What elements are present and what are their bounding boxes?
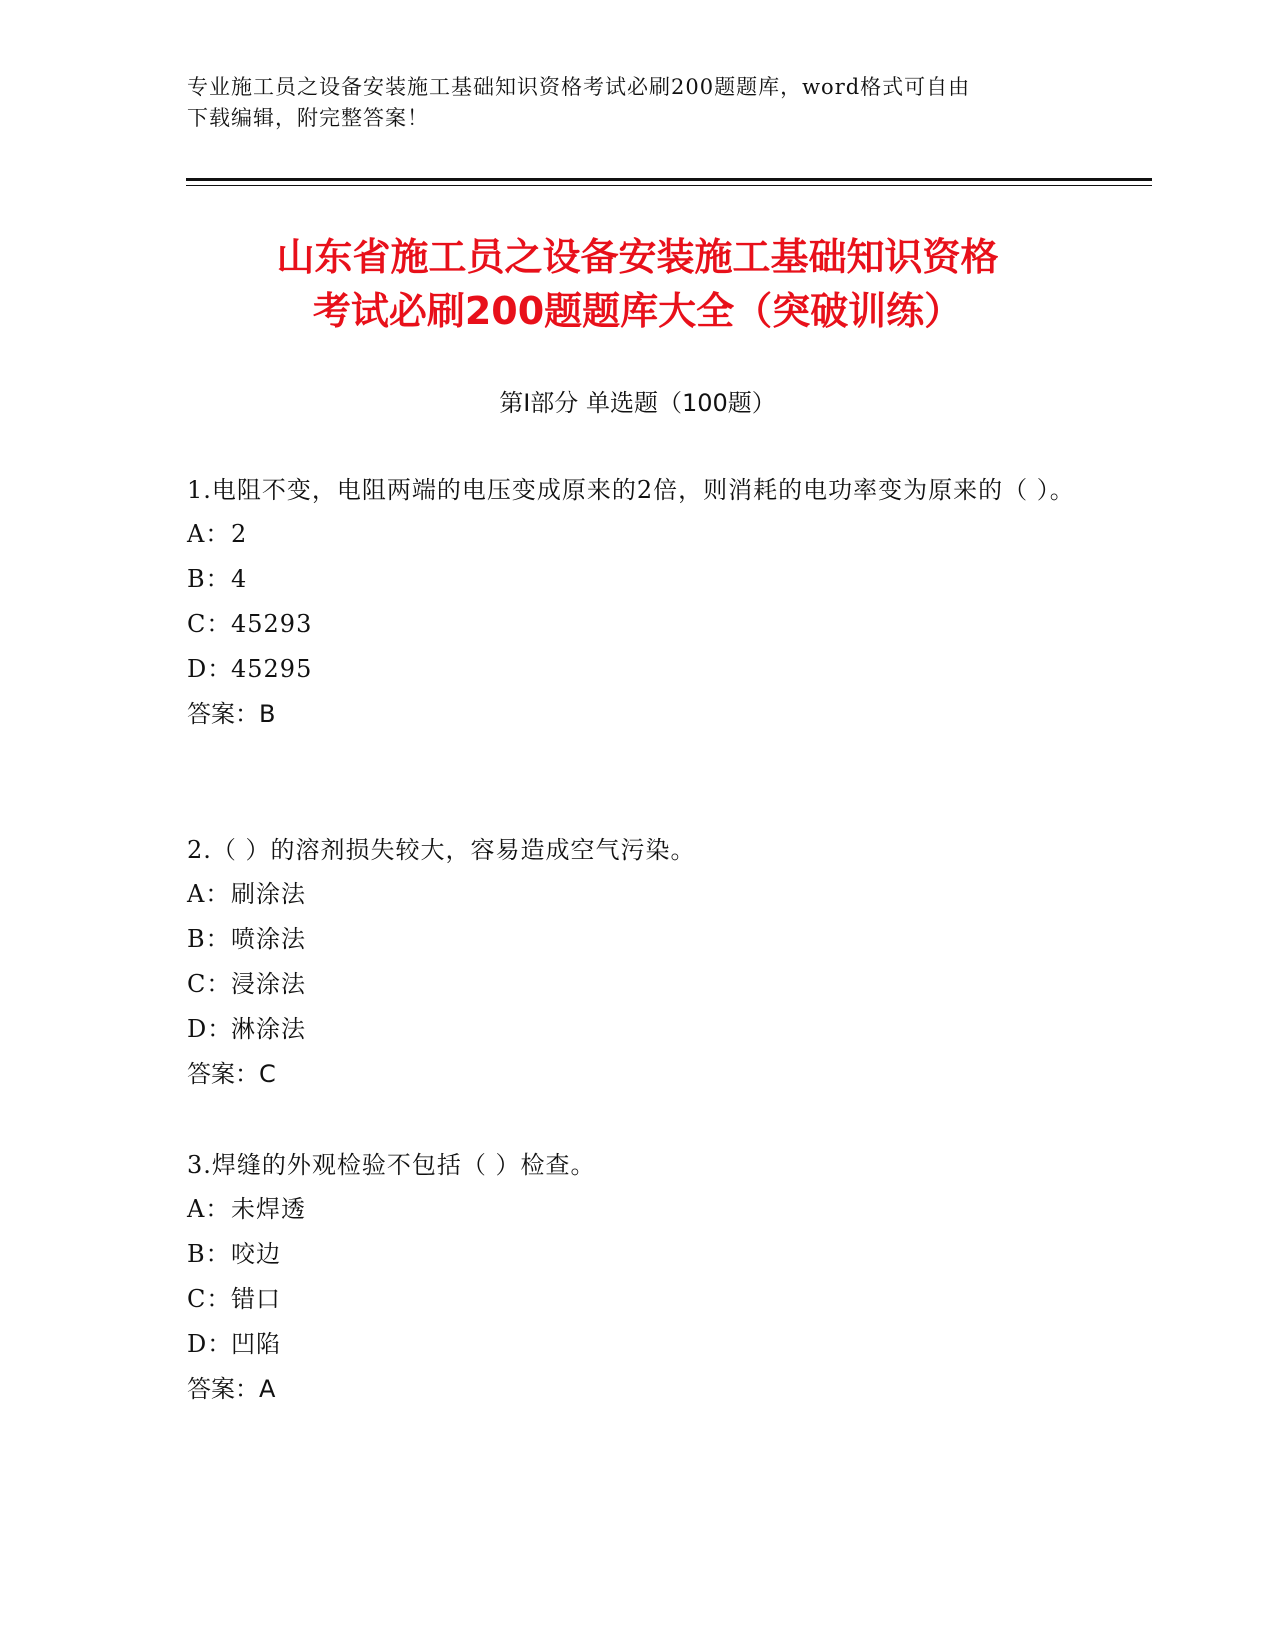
option-label: D： <box>187 1015 233 1043</box>
option-d <box>187 1322 1087 1367</box>
option-text: 2 <box>231 520 248 548</box>
document-title <box>150 230 1125 338</box>
option-label: C： <box>187 1285 232 1313</box>
option-a <box>187 872 1087 917</box>
option-text: 错口 <box>231 1285 281 1313</box>
header-note-line-2: 下载编辑，附完整答案！ <box>187 106 429 130</box>
option-text: 凹陷 <box>231 1330 281 1358</box>
header-note <box>187 72 1067 134</box>
option-text: 浸涂法 <box>231 970 306 998</box>
option-label: B： <box>187 565 231 593</box>
option-text: 45295 <box>231 655 313 683</box>
option-text: 喷涂法 <box>231 925 306 953</box>
option-c <box>187 1277 1087 1322</box>
header-divider-thick <box>186 178 1152 181</box>
section-heading: 第Ⅰ部分 单选题（100题） <box>499 389 776 417</box>
header-note-line-1: 专业施工员之设备安装施工基础知识资格考试必刷200题题库，word格式可自由 <box>187 75 971 99</box>
option-label: C： <box>187 970 232 998</box>
answer-line: 答案：C <box>187 1060 276 1088</box>
option-c <box>187 602 1087 647</box>
question-2 <box>187 828 1087 1097</box>
option-label: A： <box>187 1195 231 1223</box>
option-label: B： <box>187 925 231 953</box>
document-title-line-2: 考试必刷200题题库大全（突破训练） <box>312 289 963 333</box>
option-label: A： <box>187 520 231 548</box>
option-c <box>187 962 1087 1007</box>
question-3 <box>187 1143 1087 1412</box>
option-a <box>187 1187 1087 1232</box>
header-divider-thin <box>186 185 1152 186</box>
question-1 <box>187 468 1087 737</box>
answer-line: 答案：A <box>187 1375 276 1403</box>
option-label: D： <box>187 1330 233 1358</box>
answer-line: 答案：B <box>187 700 276 728</box>
option-text: 淋涂法 <box>231 1015 306 1043</box>
option-b <box>187 917 1087 962</box>
option-text: 45293 <box>231 610 313 638</box>
option-text: 4 <box>231 565 248 593</box>
option-label: D： <box>187 655 233 683</box>
option-d <box>187 1007 1087 1052</box>
option-b <box>187 557 1087 602</box>
option-a <box>187 512 1087 557</box>
question-stem: 1.电阻不变，电阻两端的电压变成原来的2倍，则消耗的电功率变为原来的（ ）。 <box>187 476 1075 504</box>
option-text: 未焊透 <box>231 1195 306 1223</box>
option-text: 咬边 <box>231 1240 281 1268</box>
question-stem: 2.（ ）的溶剂损失较大，容易造成空气污染。 <box>187 836 696 864</box>
option-label: A： <box>187 880 231 908</box>
option-d <box>187 647 1087 692</box>
option-label: C： <box>187 610 232 638</box>
option-b <box>187 1232 1087 1277</box>
option-text: 刷涂法 <box>231 880 306 908</box>
option-label: B： <box>187 1240 231 1268</box>
question-stem: 3.焊缝的外观检验不包括（ ）检查。 <box>187 1151 596 1179</box>
document-title-line-1: 山东省施工员之设备安装施工基础知识资格 <box>276 235 999 279</box>
